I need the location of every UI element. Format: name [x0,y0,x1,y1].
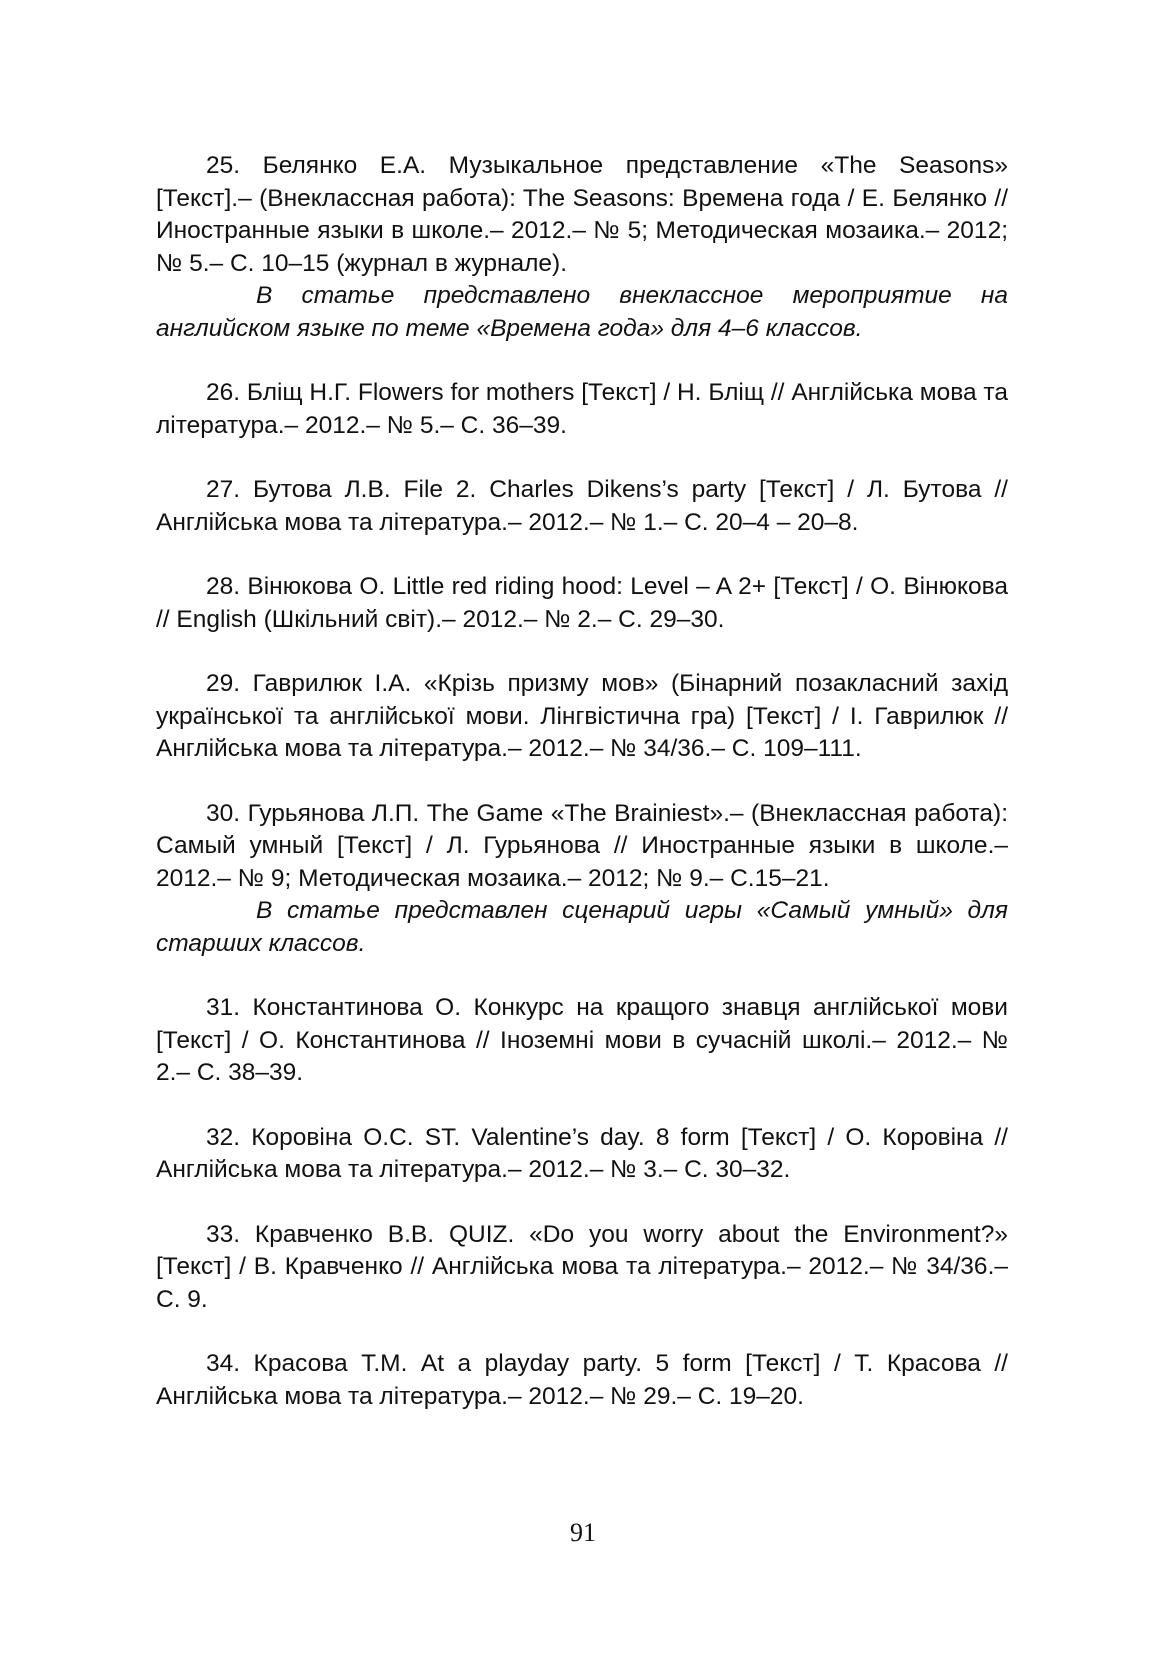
bibliography-entry [156,992,1008,1090]
entry-text: 29. Гаврилюк І.А. «Крізь призму мов» (Бінарний позакласний захід української та англійської мови. Лінгвістична гра) [Текст] / І. Гаврилюк // Англійська мова та література.– 2012.– № 34/36.– С. 109–111. [156,670,1008,762]
bibliography-entry [156,150,1008,345]
entry-text: 32. Коровіна О.С. ST. Valentine’s day. 8 form [Текст] / О. Коровіна // Англійська мова та література.– 2012.– № 3.– С. 30–32. [156,1123,1008,1183]
bibliography-entry [156,474,1008,539]
entry-text: 28. Вінюкова О. Little red riding hood: Level – A 2+ [Текст] / О. Вінюкова // English (Шкільний світ).– 2012.– № 2.– С. 29–30. [156,573,1008,633]
entry-text: 26. Бліщ Н.Г. Flowers for mothers [Текст] / Н. Бліщ // Англійська мова та література.– 2012.– № 5.– С. 36–39. [156,379,1008,439]
bibliography-entry [156,798,1008,961]
entry-annotation: В статье представлено внеклассное мероприятие на английском языке по теме «Времена года» для 4–6 классов. [156,282,1008,342]
entry-annotation: В статье представлен сценарий игры «Самый умный» для старших классов. [156,897,1008,957]
entry-text: 30. Гурьянова Л.П. The Game «The Brainiest».– (Внеклассная работа): Самый умный [Текст] / Л. Гурьянова // Иностранные языки в школе.– 2012.– № 9; Методическая мозаика.– 2012; № 9.– С.15–21. [156,799,1008,892]
bibliography-entry [156,1122,1008,1187]
bibliography-entry [156,571,1008,636]
entry-text: 31. Константинова О. Конкурс на кращого знавця англійської мови [Текст] / О. Константинова // Іноземні мови в сучасній школі.– 2012.– № 2.– С. 38–39. [156,994,1008,1086]
bibliography-entry [156,668,1008,766]
entry-text: 27. Бутова Л.В. File 2. Charles Dikens’s party [Текст] / Л. Бутова // Англійська мова та література.– 2012.– № 1.– С. 20–4 – 20–8. [156,476,1008,536]
bibliography-entry [156,377,1008,442]
bibliography-entry [156,1219,1008,1317]
page-number: 91 [570,1518,596,1547]
entry-text: 34. Красова Т.М. At a playday party. 5 form [Текст] / Т. Красова // Англійська мова та література.– 2012.– № 29.– С. 19–20. [156,1350,1008,1410]
bibliography-entry [156,1348,1008,1413]
entry-text: 33. Кравченко В.В. QUIZ. «Do you worry about the Environment?» [Текст] / В. Кравченко // Англійська мова та література.– 2012.– № 34/36.– С. 9. [156,1220,1008,1313]
entry-text: 25. Белянко Е.А. Музыкальное представление «The Seasons» [Текст].– (Внеклассная работа): The Seasons: Времена года / Е. Белянко // Иностранные языки в школе.– 2012.– № 5; Методическая мозаика.– 2012; № 5.– С. 10–15 (журнал в журнале). [156,152,1008,277]
bibliography-list [156,150,1008,1445]
